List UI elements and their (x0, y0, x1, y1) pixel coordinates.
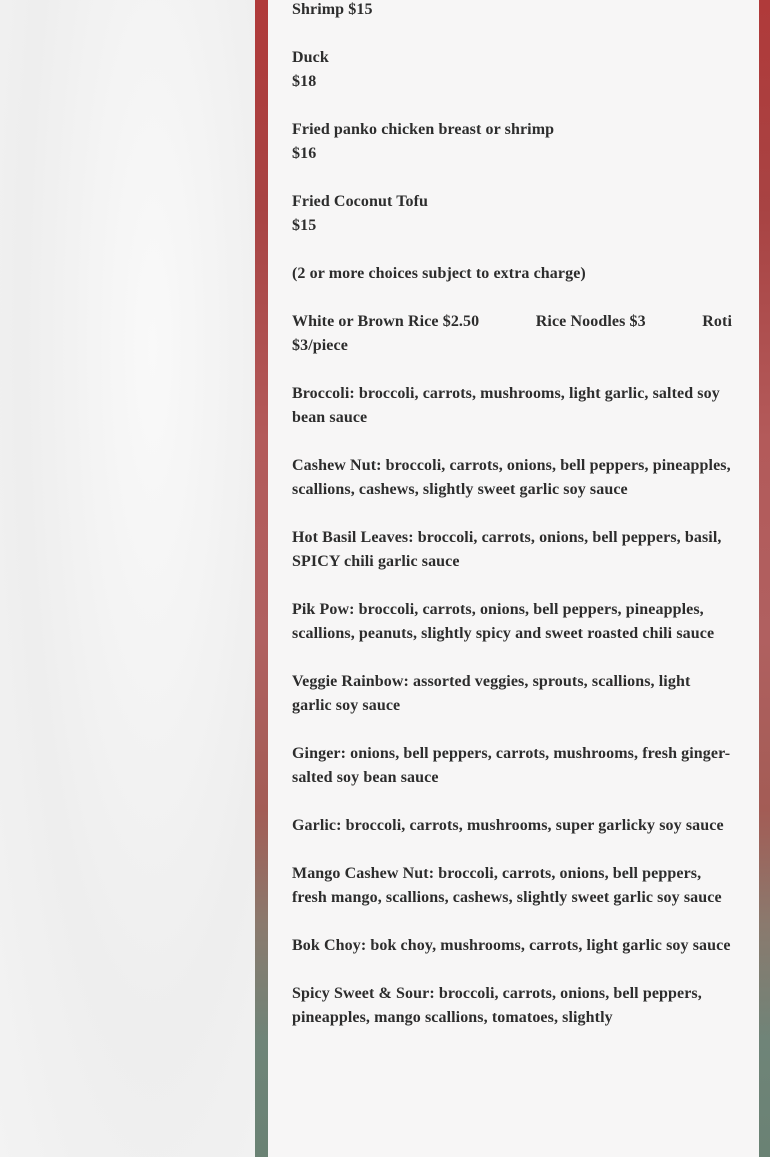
extra-charge-note: (2 or more choices subject to extra charge) (292, 265, 586, 282)
protein-name: Fried panko chicken breast or shrimp (292, 121, 555, 138)
dish-hot-basil-leaves: Hot Basil Leaves: broccoli, carrots, onions, bell peppers, basil, SPICY chili garlic sauce (292, 529, 722, 570)
dish-mango-cashew-nut: Mango Cashew Nut: broccoli, carrots, onions, bell peppers, fresh mango, scallions, cashews, slightly sweet garlic soy sauce (292, 865, 722, 906)
side-rice: White or Brown Rice $2.50 (292, 313, 480, 330)
protein-price: $16 (292, 145, 317, 162)
protein-coconut-tofu (292, 190, 732, 238)
dish-ginger: Ginger: onions, bell peppers, carrots, mushrooms, fresh ginger-salted soy bean sauce (292, 745, 731, 786)
sides-row (292, 310, 732, 334)
protein-name: Shrimp $15 (292, 1, 373, 18)
dish-spicy-sweet-sour: Spicy Sweet & Sour: broccoli, carrots, onions, bell peppers, pineapples, mango scallions, tomatoes, slightly (292, 985, 702, 1026)
dish-broccoli: Broccoli: broccoli, carrots, mushrooms, light garlic, salted soy bean sauce (292, 385, 720, 426)
protein-name: Duck (292, 49, 329, 66)
dish-cashew-nut: Cashew Nut: broccoli, carrots, onions, bell peppers, pineapples, scallions, cashews, slightly sweet garlic soy sauce (292, 457, 731, 498)
sides-list (292, 310, 732, 358)
dish-garlic: Garlic: broccoli, carrots, mushrooms, super garlicky soy sauce (292, 817, 724, 834)
left-background (0, 0, 255, 1157)
protein-duck (292, 46, 732, 94)
protein-fried-panko (292, 118, 732, 166)
menu-content (292, 0, 732, 1054)
protein-name: Fried Coconut Tofu (292, 193, 429, 210)
side-roti: Roti (702, 313, 732, 330)
side-roti-price: $3/piece (292, 337, 348, 354)
protein-price: $18 (292, 73, 317, 90)
protein-price: $15 (292, 217, 317, 234)
dish-pik-pow: Pik Pow: broccoli, carrots, onions, bell peppers, pineapples, scallions, peanuts, slightly spicy and sweet roasted chili sauce (292, 601, 715, 642)
protein-shrimp (292, 0, 732, 22)
dish-veggie-rainbow: Veggie Rainbow: assorted veggies, sprouts, scallions, light garlic soy sauce (292, 673, 691, 714)
dish-bok-choy: Bok Choy: bok choy, mushrooms, carrots, light garlic soy sauce (292, 937, 731, 954)
side-rice-noodles: Rice Noodles $3 (535, 313, 646, 330)
